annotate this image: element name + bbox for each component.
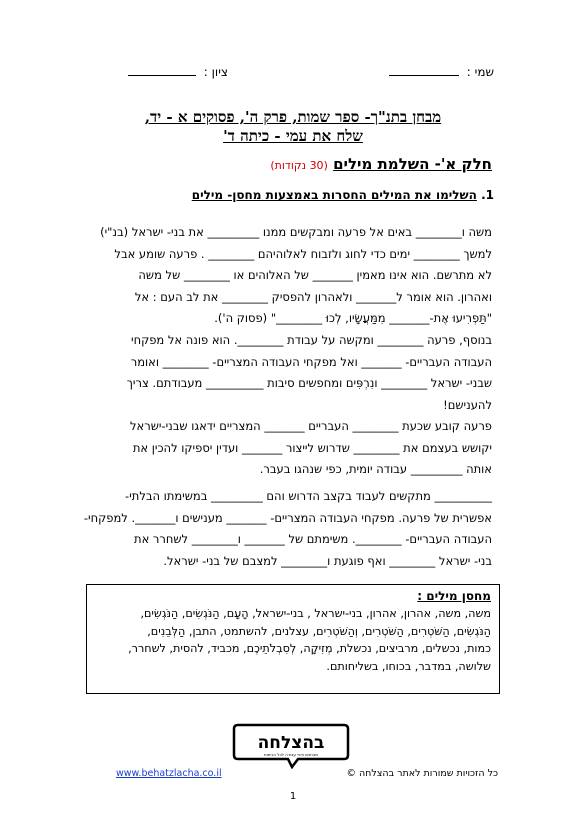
paragraph-1: [100, 222, 492, 330]
paragraph-line: "תַּפְרִיעוּ אֶת-_______ מִמַּעֲשָׂיו, לְכוּ ________" (פסוק ה').: [214, 311, 492, 325]
paragraph-line: בני- ישראל ________ ואף פוגעת ו________ למצבם של בני- ישראל.: [163, 553, 492, 568]
copyright-text: כל הזכויות שמורות לאתר בהצלחה ©: [346, 768, 498, 779]
word-bank-line: משה, משה, אהרון, אהרון, בני-ישראל , בני-ישראל, הָעָם, הַנֹּגְשִׂים, הַנֹּגְשִׂים,: [140, 607, 491, 620]
paragraph-line: יקושש בעצמם את ________ שדרוש לייצור _______ ועדין יספיקו להכין את: [132, 440, 492, 455]
paragraph-line: משה ו________ באים אל פרעה ומבקשים ממנו _________ את בני- ישראל (בנ"י): [100, 225, 492, 239]
paragraph-line: פרעה קובע שכעת ________ העבריים _______ המצריים ידאגו שבני-ישראל: [129, 419, 492, 433]
question-text: השלימו את המילים החסרות באמצעות מחסן- מילים: [191, 188, 477, 202]
paragraph-line: העבודה העבריים- ________. משימתם של _______ ו________ לשחרר את: [134, 532, 492, 546]
word-bank-line: שלושה, במדבר, בכוחו, בשליחותם.: [326, 659, 491, 673]
word-bank-line: כמות, נכשלים, מרביצים, נכשלת, מְזִיקָה, לְסִבְלֹתֵיכֶם, מכביד, להסית, לשחרר,: [128, 642, 491, 655]
paragraph-line: העבודה העבריים- _______ ואל מפקחי העבודה המצריים- ________ ואומר: [130, 354, 492, 369]
name-label: שמי :: [466, 65, 494, 79]
page-number: 1: [289, 791, 297, 802]
paragraph-line: להענישם!: [443, 397, 492, 412]
paragraph-line: שבני- ישראל ________ ונִרְפִּים ומחפשים סיבות __________ מעבודתם. צריך: [126, 376, 492, 390]
word-bank-title: מחסן מילים :: [417, 589, 491, 603]
logo-speech-bubble-icon: [232, 721, 350, 769]
paragraph-3: [100, 416, 492, 481]
name-field: [389, 64, 494, 79]
paragraph-line: אפשרית של פרעה. מפקחי העבודה המצריים- _______ מענישים ו_______. למפקחי-: [83, 510, 492, 525]
section-points: (30 נקודות): [270, 159, 328, 172]
paragraph-line: __________ מתקשים לעבוד בקצב הדרוש והם _________ במשימתו הבלתי-: [125, 489, 492, 503]
word-bank-list: [95, 605, 491, 675]
grade-field: [128, 64, 228, 79]
grade-label: ציון :: [203, 65, 228, 79]
paragraph-line: ואהרון. הוא אומר ל_______ ולאהרון להפסיק ________ את לב העם : אל: [134, 289, 492, 304]
word-bank-line: הַנֹּגְשִׂים, הַשֹּׁטְרִים, הַשֹּׁטְרִים, וְהַשֹּׁטְרִים, עצלנים, להשתמט, התבן, הַלְּבֵנִים,: [147, 624, 491, 638]
paragraph-2: [100, 330, 492, 416]
paragraph-line: אותה _________ עבודה יומית, כפי שנהגו בעבר.: [259, 462, 492, 476]
section-title: [270, 155, 492, 173]
exam-title-line1: מבחן בתנ"ך- ספר שמות, פרק ה', פסוקים א - יד,: [144, 108, 442, 126]
site-link[interactable]: www.behatzlacha.co.il: [116, 768, 222, 779]
name-input-line[interactable]: [389, 64, 459, 76]
question-number: 1.: [481, 188, 494, 202]
word-bank-box: [86, 584, 500, 694]
logo-text: בהצלחה: [257, 733, 325, 753]
paragraph-line: למשך ________ ימים כדי לחוג ולזבוח לאלוהיהם ________ . פרעה שומע אבל: [114, 246, 492, 261]
exam-title-line2: שלח את עמי - כיתה ד': [223, 127, 363, 145]
section-title-text: חלק א'- השלמת מילים: [333, 155, 492, 173]
question-title: [192, 188, 494, 202]
grade-input-line[interactable]: [128, 64, 196, 76]
paragraph-4: [83, 486, 492, 572]
paragraph-line: לא מתרשם. הוא אינו מאמין _______ של האלוהים או ________ של משה: [138, 268, 492, 282]
logo-tagline: מבחנים ודפי עבודה לכל הכיתות: [264, 752, 318, 757]
site-logo: [232, 721, 350, 769]
paragraph-line: בנוסף, פרעה ________ ומקשה על עבודת ________. הוא פונה אל מפקחי: [131, 333, 492, 347]
